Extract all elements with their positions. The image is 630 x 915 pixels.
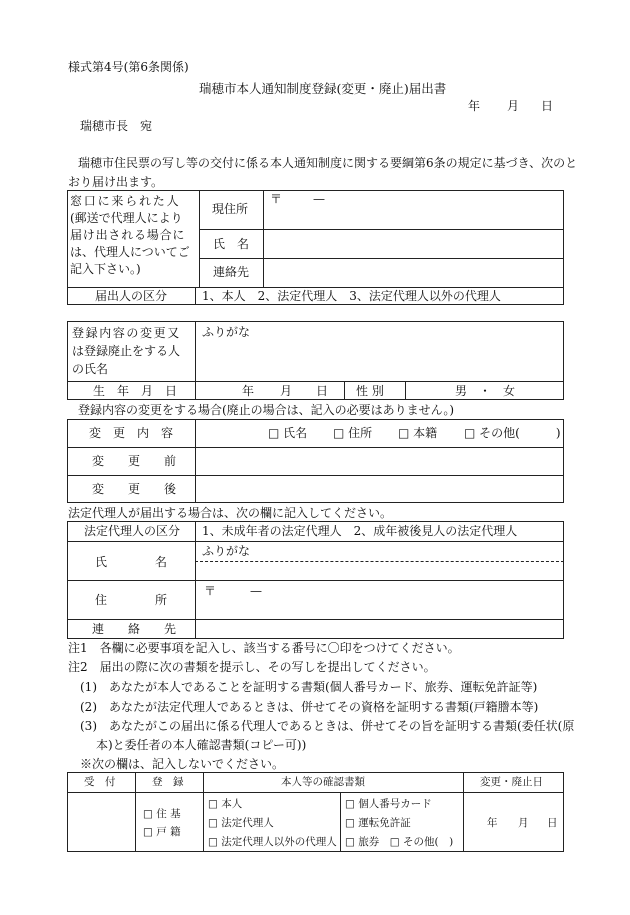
legal-address-field[interactable] (196, 598, 563, 618)
sex-options[interactable]: 男 ・ 女 (455, 384, 516, 398)
sex-label: 性 別 (356, 384, 384, 398)
note-1: 注1 各欄に必要事項を記入し、該当する番号に〇印をつけてください。 (68, 641, 460, 655)
office-reg-koseki[interactable]: □ 戸 籍 (143, 826, 181, 838)
change-heading: 登録内容の変更をする場合(廃止の場合は、記入の必要はありません。) (78, 403, 455, 417)
office-doc-legal-rep[interactable]: □ 法定代理人 (208, 817, 274, 829)
office-doc-other-agent[interactable]: □ 法定代理人以外の代理人 (208, 836, 337, 848)
change-option-address[interactable]: □ 住所 (333, 426, 373, 440)
postal-dash: — (313, 192, 325, 206)
office-date-day: 日 (547, 817, 558, 829)
intro-line-1: 瑞穂市住民票の写し等の交付に係る本人通知制度に関する要綱第6条の規定に基づき、次のと (78, 156, 578, 170)
office-date-year: 年 (487, 817, 498, 829)
applicant-note-line: は、代理人についてご (70, 245, 190, 259)
legal-postal-dash: — (250, 584, 262, 598)
intro-line-2: おり届け出ます。 (68, 175, 164, 189)
change-after-label: 変 更 後 (92, 482, 177, 496)
registrant-furigana-label: ふりがな (202, 325, 251, 339)
name-label: 氏 名 (213, 237, 250, 251)
office-date-month: 月 (518, 817, 529, 829)
form-title: 瑞穂市本人通知制度登録(変更・廃止)届出書 (199, 81, 447, 96)
date-month: 月 (507, 99, 520, 113)
registrant-name-field[interactable] (196, 341, 563, 380)
change-after-field[interactable] (196, 476, 563, 502)
office-doc-mynumber[interactable]: □ 個人番号カード (345, 798, 432, 810)
birth-date-label: 生 年 月 日 (93, 384, 178, 398)
office-doc-self[interactable]: □ 本人 (208, 798, 243, 810)
note-item-2: (2) あなたが法定代理人であるときは、併せてその資格を証明する書類(戸籍謄本等) (80, 700, 539, 714)
date-year: 年 (468, 99, 481, 113)
addressee: 瑞穂市長 宛 (80, 119, 153, 133)
birth-month: 月 (280, 384, 293, 398)
applicant-note-line: 届け出される場合に (70, 228, 186, 242)
legal-postal-mark: 〒 (204, 584, 217, 598)
office-doc-passport-other[interactable]: □ 旅券 □ その他( ) (345, 836, 454, 848)
registrant-label-line: は登録廃止をする人 (72, 344, 181, 358)
applicant-name-field[interactable] (264, 230, 563, 257)
form-number: 様式第4号(第6条関係) (68, 60, 189, 74)
legal-address-label: 住 所 (95, 593, 168, 607)
office-reg-jukijn[interactable]: □ 住 基 (143, 808, 181, 820)
legal-contact-label: 連 絡 先 (92, 622, 177, 636)
office-header-registration: 登 録 (152, 776, 184, 788)
applicant-category-label: 届出人の区分 (95, 289, 168, 303)
office-doc-license[interactable]: □ 運転免許証 (345, 817, 411, 829)
legal-contact-field[interactable] (196, 620, 563, 638)
contact-label: 連絡先 (213, 265, 250, 279)
legal-name-field[interactable] (196, 562, 563, 579)
legal-category-options[interactable]: 1、未成年者の法定代理人 2、成年被後見人の法定代理人 (202, 524, 518, 538)
office-use-note: ※次の欄は、記入しないでください。 (80, 757, 285, 771)
change-content-label: 変 更 内 容 (89, 426, 174, 440)
office-header-docs: 本人等の確認書類 (281, 776, 365, 788)
note-2: 注2 届出の際に次の書類を提示し、その写しを提出してください。 (68, 660, 436, 674)
legal-furigana-label: ふりがな (202, 544, 251, 558)
applicant-note-line: 窓口に来られた人 (70, 194, 181, 208)
registrant-label-line: の氏名 (72, 362, 109, 376)
applicant-category-options[interactable]: 1、本人 2、法定代理人 3、法定代理人以外の代理人 (202, 289, 501, 303)
legal-category-label: 法定代理人の区分 (84, 524, 181, 538)
legal-heading: 法定代理人が届出する場合は、次の欄に記入してください。 (68, 506, 393, 520)
legal-name-label: 氏 名 (95, 555, 168, 569)
change-option-other[interactable]: □ その他( ) (464, 426, 561, 440)
change-option-name[interactable]: □ 氏名 (268, 426, 308, 440)
office-header-receipt: 受 付 (84, 776, 116, 788)
applicant-address-field[interactable] (264, 206, 563, 228)
applicant-contact-field[interactable] (264, 259, 563, 286)
address-label: 現住所 (212, 202, 249, 216)
birth-day: 日 (316, 384, 329, 398)
registrant-label-line: 登録内容の変更又 (72, 326, 181, 340)
note-item-3: (3) あなたがこの届出に係る代理人であるときは、併せてその旨を証明する書類(委任状(原 (80, 719, 575, 733)
note-item-3-cont: 本)と委任者の本人確認書類(コピー可)) (96, 738, 307, 752)
change-option-domicile[interactable]: □ 本籍 (398, 426, 438, 440)
applicant-note-line: 記入下さい。) (70, 262, 141, 276)
change-before-label: 変 更 前 (92, 454, 177, 468)
birth-year: 年 (242, 384, 255, 398)
change-before-field[interactable] (196, 448, 563, 474)
note-item-1: (1) あなたが本人であることを証明する書類(個人番号カード、旅券、運転免許証等) (80, 680, 538, 694)
postal-mark: 〒 (270, 192, 283, 206)
office-header-date: 変更・廃止日 (480, 776, 543, 788)
applicant-note-line: (郵送で代理人により (70, 211, 183, 225)
date-day: 日 (541, 99, 554, 113)
